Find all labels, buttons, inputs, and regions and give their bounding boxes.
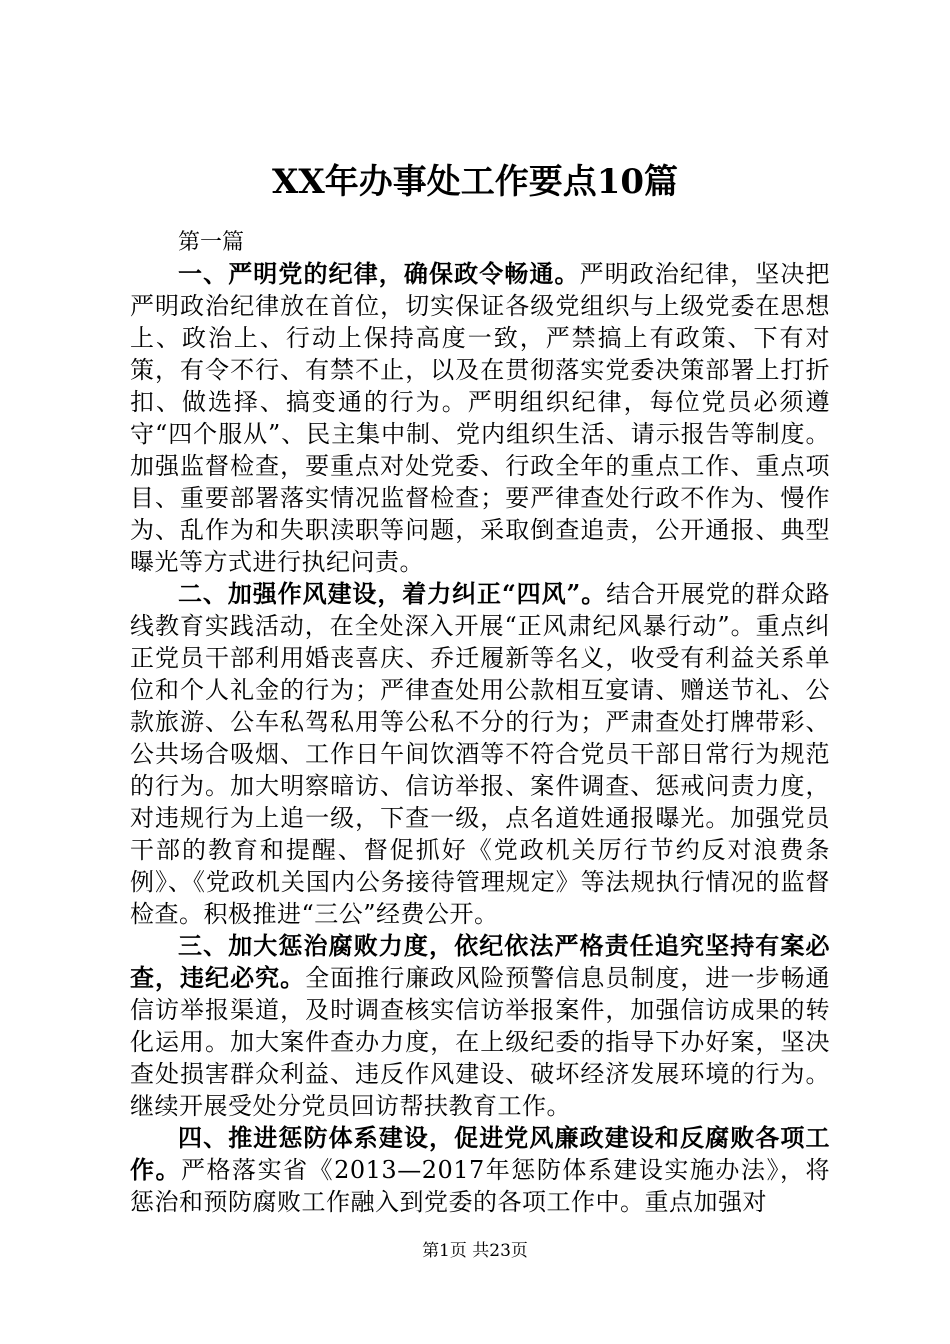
document-body [130, 228, 830, 1218]
paragraph-2 [130, 578, 830, 930]
page-number-footer: 第1页 共23页 [422, 1241, 528, 1261]
paragraph-1-heading: 一、严明党的纪律，确保政令畅通。 [178, 259, 580, 288]
section-label: 第一篇 [178, 230, 245, 255]
paragraph-2-text: 结合开展党的群众路线教育实践活动，在全处深入开展“正风肃纪风暴行动”。重点纠正党员干部利用婚丧喜庆、乔迁履新等名义，收受有利益关系单位和个人礼金的行为；严律查处用公款相互宴请、赠送节礼、公款旅游、公车私驾私用等公私不分的行为；严肃查处打牌带彩、公共场合吸烟、工作日午间饮酒等不符合党员干部日常行为规范的行为。加大明察暗访、信访举报、案件调查、惩戒问责力度，对违规行为上追一级，下查一级，点名道姓通报曝光。加强党员干部的教育和提醒、督促抓好《党政机关厉行节约反对浪费条例》、《党政机关国内公务接待管理规定》等法规执行情况的监督检查。积极推进“三公”经费公开。 [130, 580, 831, 928]
document-title: XX年办事处工作要点10篇 [271, 162, 679, 202]
paragraph-3-heading: 三、加大惩治腐败力度，依纪依法严格责任追究坚持有案必查，违纪必究。 [130, 931, 830, 992]
paragraph-3 [130, 930, 830, 1122]
paragraph-3-text: 全面推行廉政风险预警信息员制度，进一步畅通信访举报渠道，及时调查核实信访举报案件，加强信访成果的转化运用。加大案件查办力度，在上级纪委的指导下办好案，坚决查处损害群众利益、违反作风建设、破坏经济发展环境的行为。继续开展受处分党员回访帮扶教育工作。 [130, 964, 831, 1120]
paragraph-4 [130, 1122, 830, 1218]
paragraph-1 [130, 258, 830, 578]
paragraph-4-heading: 四、推进惩防体系建设，促进党风廉政建设和反腐败各项工作。 [130, 1123, 830, 1184]
paragraph-2-heading: 二、加强作风建设，着力纠正“四风”。 [178, 579, 607, 608]
paragraph-1-text: 严明政治纪律，坚决把严明政治纪律放在首位，切实保证各级党组织与上级党委在思想上、政治上、行动上保持高度一致，严禁搞上有政策、下有对策，有令不行、有禁不止，以及在贯彻落实党委决策部署上打折扣、做选择、搞变通的行为。严明组织纪律，每位党员必须遵守“四个服从”、民主集中制、党内组织生活、请示报告等制度。加强监督检查，要重点对处党委、行政全年的重点工作、重点项目、重要部署落实情况监督检查；要严律查处行政不作为、慢作为、乱作为和失职渎职等问题，采取倒查追责，公开通报、典型曝光等方式进行执纪问责。 [130, 260, 831, 576]
paragraph-4-text: 严格落实省《2013—2017年惩防体系建设实施办法》，将惩治和预防腐败工作融入到党委的各项工作中。重点加强对 [130, 1156, 830, 1216]
